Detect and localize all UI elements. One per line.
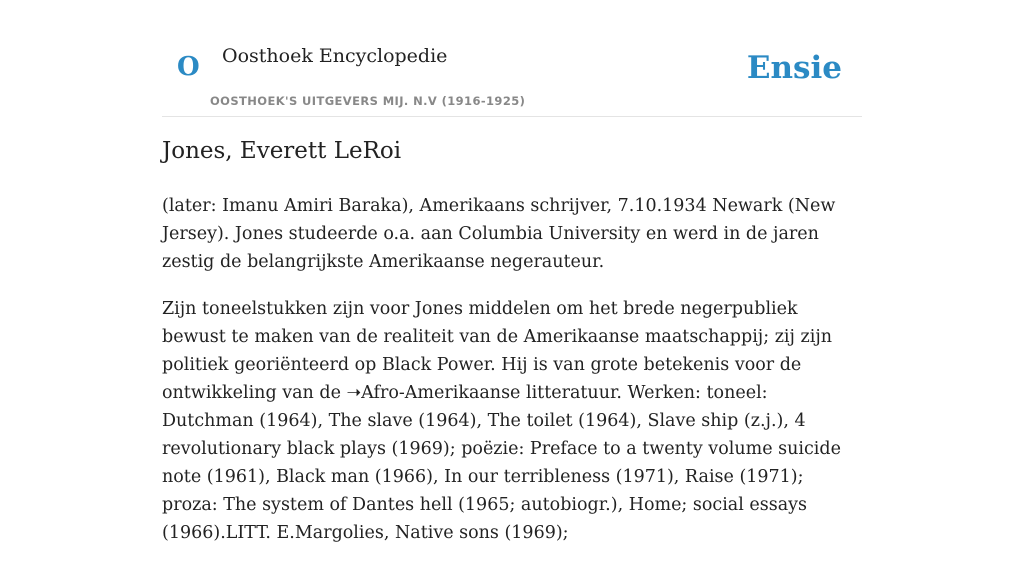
entry-paragraph (162, 295, 862, 547)
paragraph-text: . Werken: toneel: Dutchman (1964), The slave (1964), The toilet (1964), Slave ship (z.j.), 4 revolutionary black plays (1969); poëzie: Preface to a twenty volume suicide note (1961), Black man (1966), In our terribleness (1971), Raise (1971); proza: The system of Dantes hell (1965; autobiogr.), Home; social essays (1966).LITT. E.Margolies, Native sons (1969); (162, 383, 841, 543)
afro-american-literature-link[interactable]: ➝Afro-Amerikaanse litteratuur (346, 383, 617, 403)
entry-body (162, 192, 862, 566)
site-header (162, 0, 862, 117)
ensie-brand-link[interactable]: Ensie (746, 50, 842, 86)
paragraph-text: Zijn toneelstukken zijn voor Jones middelen om het brede negerpubliek bewust te maken van de realiteit van de Amerikaanse maatschappij; zij zijn politiek georiënteerd op Black Power. Hij is van grote betekenis voor de ontwikkeling van de (162, 299, 833, 403)
publisher-subtitle: OOSTHOEK'S UITGEVERS MIJ. N.V (1916-1925) (210, 94, 526, 108)
encyclopedia-title-link[interactable]: Oosthoek Encyclopedie (222, 45, 448, 67)
entry-title: Jones, Everett LeRoi (162, 138, 402, 164)
logo-link[interactable]: O (177, 52, 200, 82)
entry-paragraph: (later: Imanu Amiri Baraka), Amerikaans schrijver, 7.10.1934 Newark (New Jersey). Jones studeerde o.a. aan Columbia University en werd in de jaren zestig de belangrijkste Amerikaanse negerauteur. (162, 196, 836, 272)
